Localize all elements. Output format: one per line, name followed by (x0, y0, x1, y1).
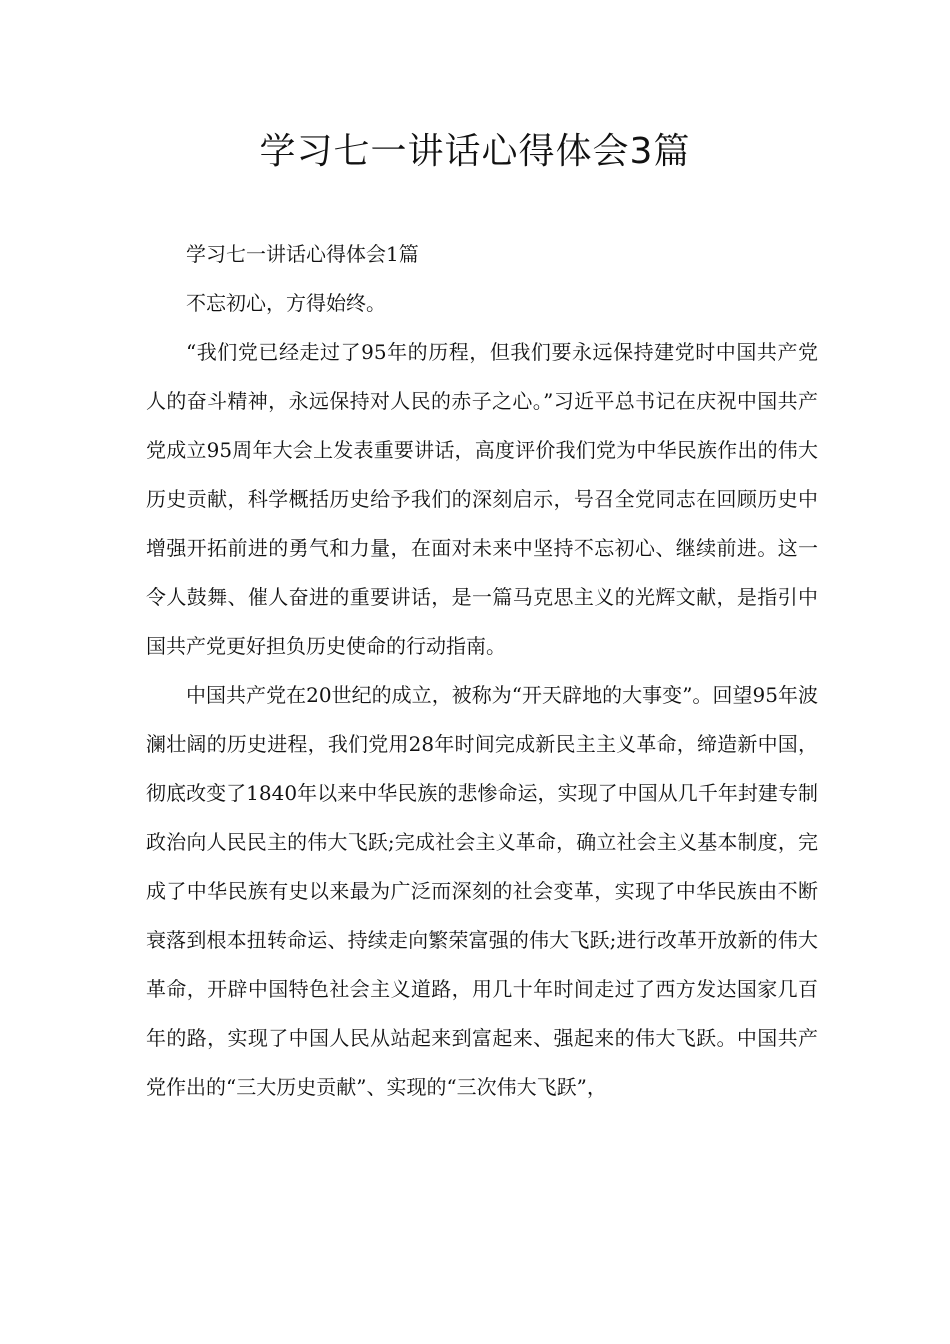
section-heading: 学习七一讲话心得体会1篇 (186, 242, 419, 266)
paragraph: “我们党已经走过了95年的历程，但我们要永远保持建党时中国共产党人的奋斗精神，永远保持对人民的赤子之心。”习近平总书记在庆祝中国共产党成立95周年大会上发表重要讲话，高度评价我们党为中华民族作出的伟大历史贡献，科学概括历史给予我们的深刻启示，号召全党同志在回顾历史中增强开拓前进的勇气和力量，在面对未来中坚持不忘初心、继续前进。这一令人鼓舞、催人奋进的重要讲话，是一篇马克思主义的光辉文献，是指引中国共产党更好担负历史使命的行动指南。 (146, 340, 818, 658)
paragraph: 不忘初心，方得始终。 (186, 291, 386, 315)
paragraph: 中国共产党在20世纪的成立，被称为“开天辟地的大事变”。回望95年波澜壮阔的历史进程，我们党用28年时间完成新民主主义革命，缔造新中国，彻底改变了1840年以来中华民族的悲惨命运，实现了中国从几千年封建专制政治向人民民主的伟大飞跃;完成社会主义革命，确立社会主义基本制度，完成了中华民族有史以来最为广泛而深刻的社会变革，实现了中华民族由不断衰落到根本扭转命运、持续走向繁荣富强的伟大飞跃;进行改革开放新的伟大革命，开辟中国特色社会主义道路，用几十年时间走过了西方发达国家几百年的路，实现了中国人民从站起来到富起来、强起来的伟大飞跃。中国共产党作出的“三大历史贡献”、实现的“三次伟大飞跃”， (146, 683, 818, 1099)
document-title: 学习七一讲话心得体会3篇 (259, 131, 691, 172)
document-body (146, 230, 818, 1112)
